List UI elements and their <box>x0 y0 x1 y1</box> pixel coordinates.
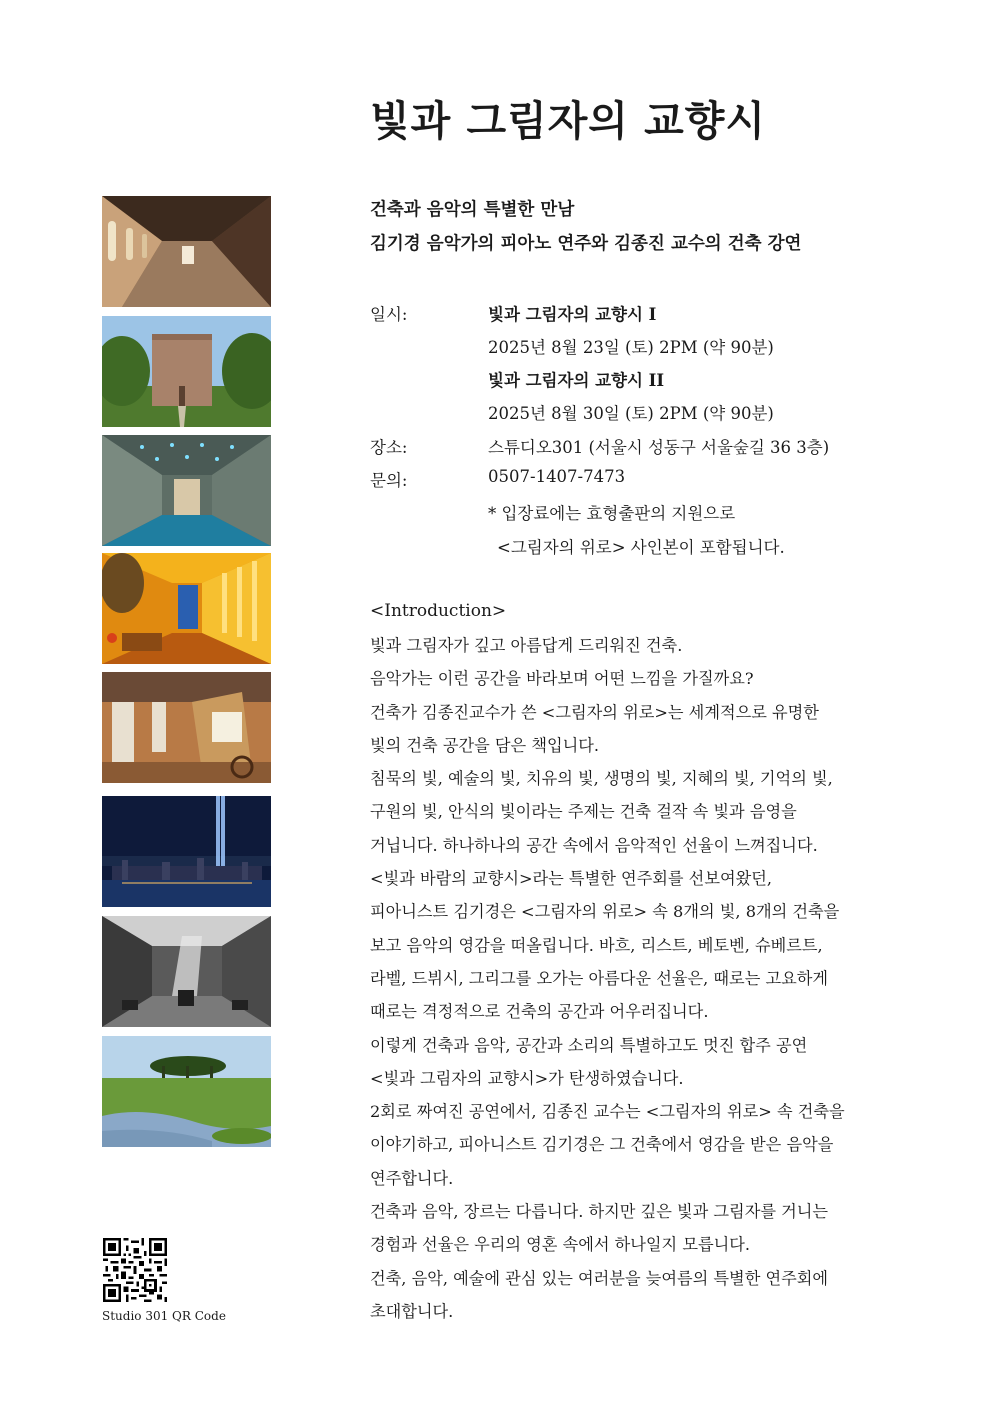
qr-caption: Studio 301 QR Code <box>102 1309 226 1323</box>
intro-line: 피아니스트 김기경은 <그림자의 위로> 속 8개의 빛, 8개의 건축을 <box>370 902 840 922</box>
photo-brick-chapel-field <box>102 316 271 427</box>
subtitle-line-2: 김기경 음악가의 피아노 연주와 김종진 교수의 건축 강연 <box>370 234 802 254</box>
photo-woodland-cemetery <box>102 1036 271 1147</box>
event1-time: 2025년 8월 23일 (토) 2PM (약 90분) <box>488 338 774 357</box>
date-label: 일시: <box>370 305 408 324</box>
intro-line: 초대합니다. <box>370 1301 454 1321</box>
contact-phone[interactable]: 0507-1407-7473 <box>488 467 626 486</box>
intro-line: 보고 음악의 영감을 떠올립니다. 바흐, 리스트, 베토벤, 슈베르트, <box>370 935 823 955</box>
intro-line: 라벨, 드뷔시, 그리그를 오가는 아름다운 선율은, 때로는 고요하게 <box>370 968 829 988</box>
event2-time: 2025년 8월 30일 (토) 2PM (약 90분) <box>488 404 774 423</box>
venue-value: 스튜디오301 (서울시 성동구 서울숲길 36 3층) <box>488 438 830 457</box>
ticket-note-line-1: * 입장료에는 효형출판의 지원으로 <box>488 504 736 523</box>
ticket-note-line-2: <그림자의 위로> 사인본이 포함됩니다. <box>497 538 785 557</box>
intro-line: <빛과 바람의 교향시>라는 특별한 연주회를 선보여왔던, <box>370 869 773 889</box>
intro-line: 경험과 선율은 우리의 영혼 속에서 하나일지 모릅니다. <box>370 1235 751 1255</box>
photo-light-hall-interior <box>102 916 271 1027</box>
page-title: 빛과 그림자의 교향시 <box>370 97 767 145</box>
intro-line: 2회로 짜여진 공연에서, 김종진 교수는 <그림자의 위로> 속 건축을 <box>370 1102 845 1122</box>
intro-line: 건축, 음악, 예술에 관심 있는 여러분을 늦여름의 특별한 연주회에 <box>370 1268 829 1288</box>
intro-line: 구원의 빛, 안식의 빛이라는 주제는 건축 걸작 속 빛과 음영을 <box>370 802 797 822</box>
intro-line: 때로는 격정적으로 건축의 공간과 어우러집니다. <box>370 1002 709 1022</box>
intro-line: 음악가는 이런 공간을 바라보며 어떤 느낌을 가질까요? <box>370 669 754 689</box>
intro-line: 건축과 음악, 장르는 다릅니다. 하지만 깊은 빛과 그림자를 거니는 <box>370 1202 829 1222</box>
intro-line: 건축가 김종진교수가 쓴 <그림자의 위로>는 세계적으로 유명한 <box>370 702 819 722</box>
intro-line: 거닙니다. 하나하나의 공간 속에서 음악적인 선율이 느껴집니다. <box>370 835 818 855</box>
photo-cloister-corridor <box>102 196 271 307</box>
intro-line: 연주합니다. <box>370 1168 454 1188</box>
introduction-heading: <Introduction> <box>370 601 507 621</box>
subtitle-line-1: 건축과 음악의 특별한 만남 <box>370 200 575 220</box>
photo-yellow-corridor <box>102 553 271 664</box>
contact-label: 문의: <box>370 471 408 490</box>
intro-line: 이렇게 건축과 음악, 공간과 소리의 특별하고도 멋진 합주 공연 <box>370 1035 808 1055</box>
intro-line: 빛과 그림자가 깊고 아름답게 드리워진 건축. <box>370 636 683 655</box>
intro-line: 침묵의 빛, 예술의 빛, 치유의 빛, 생명의 빛, 지혜의 빛, 기억의 빛, <box>370 769 833 789</box>
photo-tribute-in-light-skyline <box>102 796 271 907</box>
introduction-body <box>370 634 900 1333</box>
studio-qr-code[interactable] <box>103 1238 167 1302</box>
intro-line: <빛과 그림자의 교향시>가 탄생하였습니다. <box>370 1068 684 1088</box>
event1-name: 빛과 그림자의 교향시 I <box>488 305 657 324</box>
venue-label: 장소: <box>370 438 408 457</box>
event2-name: 빛과 그림자의 교향시 II <box>488 371 665 390</box>
photo-library-reading-room <box>102 672 271 783</box>
photo-stone-bath-pool <box>102 435 271 546</box>
intro-line: 이야기하고, 피아니스트 김기경은 그 건축에서 영감을 받은 음악을 <box>370 1135 834 1155</box>
intro-line: 빛의 건축 공간을 담은 책입니다. <box>370 735 600 755</box>
